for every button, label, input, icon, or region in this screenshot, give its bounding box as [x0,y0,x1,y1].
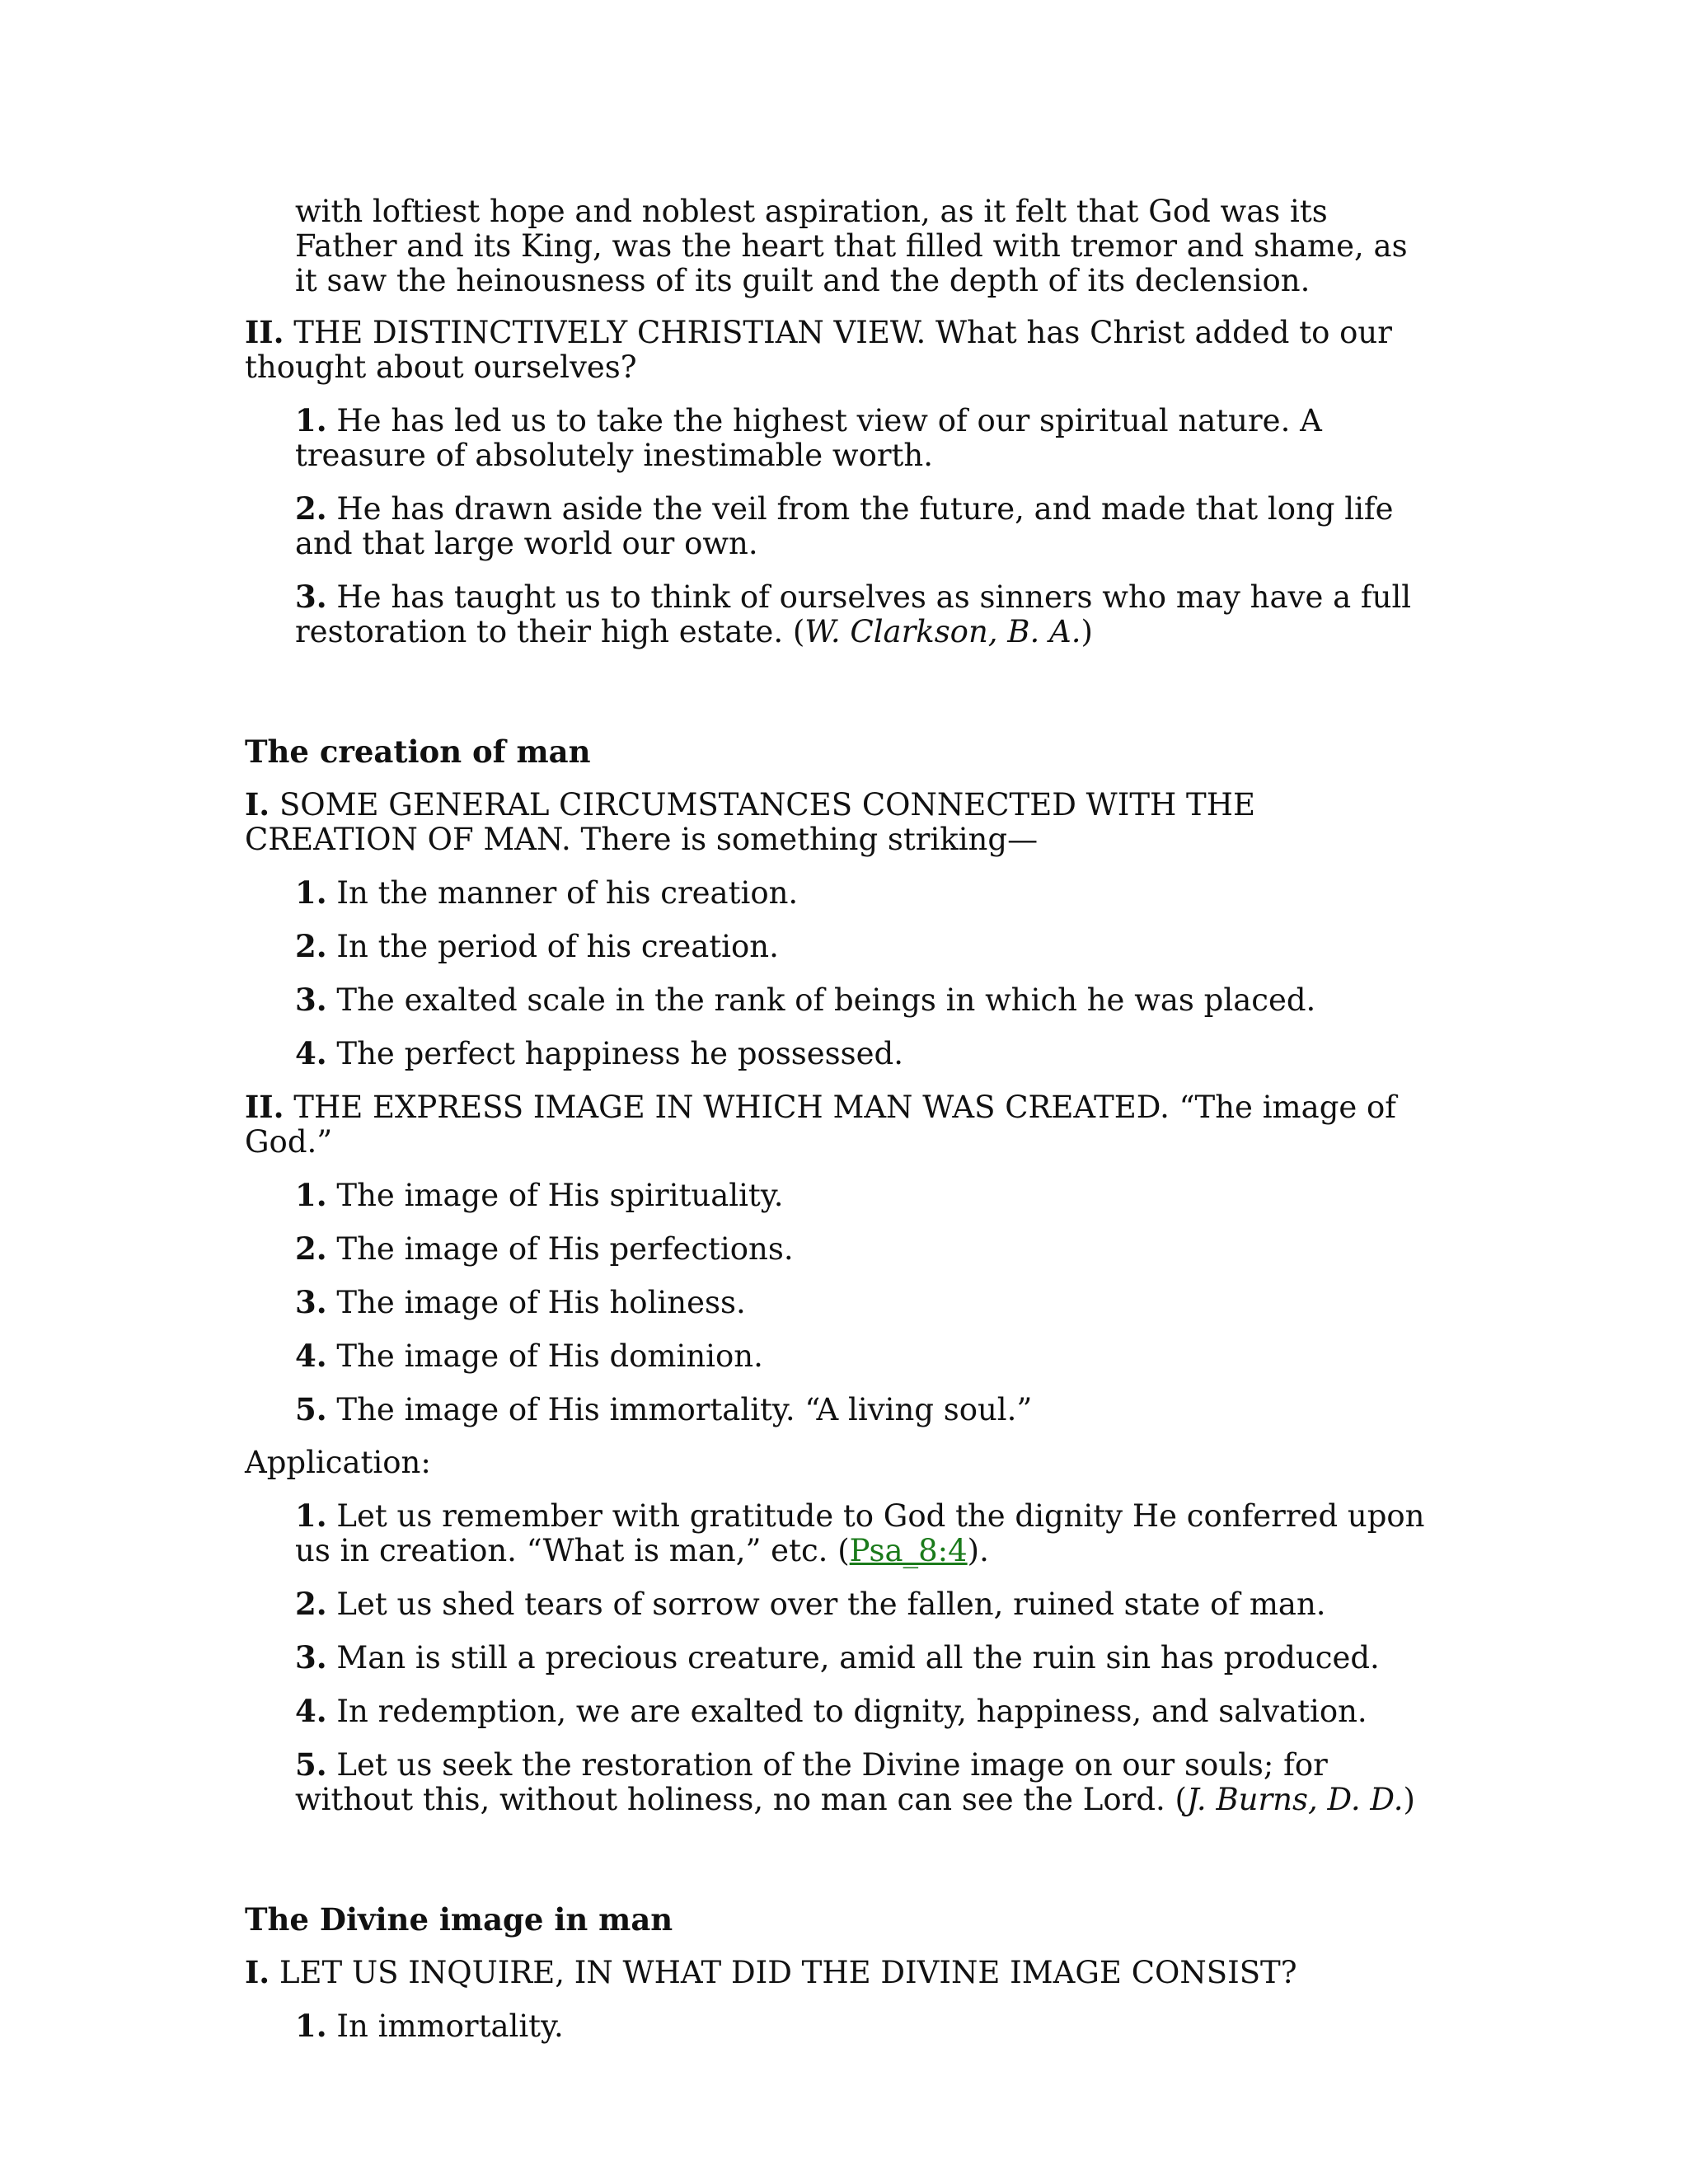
item-text: In the period of his creation. [326,929,779,964]
item-number: 1. [295,1177,327,1213]
list-item [295,491,1432,561]
list-item [295,1640,1432,1675]
list-item [295,1178,1432,1213]
item-text: The image of His holiness. [326,1285,746,1320]
item-text: In the manner of his creation. [326,875,799,911]
item-number: 3. [295,982,327,1018]
item-text: Man is still a precious creature, amid all the ruin sin has produced. [326,1640,1380,1675]
item-number: 3. [295,1639,327,1675]
section-title-divine-image: The Divine image in man [245,1901,673,1938]
list-item [295,1586,1432,1622]
list-item [295,1747,1432,1817]
citation: J. Burns, D. D. [1186,1782,1404,1817]
intro-paragraph: with loftiest hope and noblest aspiration, as it felt that God was its Father and its King, was the heart that filled with tremor and shame, as it saw the heinousness of its guilt and the depth of its declension. [295,194,1408,298]
roman-numeral: I. [245,786,270,823]
list-item [295,982,1432,1018]
list-item [295,1285,1432,1320]
item-number: 3. [295,1284,327,1320]
application-label: Application: [245,1445,431,1480]
heading-text: THE EXPRESS IMAGE IN WHICH MAN WAS CREATED. “The image of God.” [245,1090,1397,1160]
list-item [295,1694,1432,1729]
section-heading-circumstances [245,787,1432,857]
list-item [295,1392,1432,1427]
item-text: He has taught us to think of ourselves as sinners who may have a full restoration to their high estate. ( [295,579,1412,649]
heading-text: THE DISTINCTIVELY CHRISTIAN VIEW. What has Christ added to our thought about ourselves? [245,315,1392,385]
list-item [295,1338,1432,1374]
item-text: The image of His dominion. [326,1338,763,1374]
roman-numeral: II. [245,314,284,350]
item-text-end: ) [1081,614,1093,649]
item-number: 2. [295,928,327,964]
list-item [295,929,1432,964]
item-text: The perfect happiness he possessed. [326,1036,903,1071]
item-text-end: ). [967,1533,989,1568]
item-number: 5. [295,1391,327,1427]
citation: W. Clarkson, B. A. [804,614,1081,649]
item-number: 1. [295,1497,327,1534]
item-number: 2. [295,490,327,527]
section-heading-express-image [245,1090,1432,1160]
section-heading-inquire [245,1955,1432,1990]
item-text: Let us shed tears of sorrow over the fallen, ruined state of man. [326,1586,1326,1622]
item-number: 1. [295,402,327,438]
heading-text: SOME GENERAL CIRCUMSTANCES CONNECTED WITH THE CREATION OF MAN. There is something striking— [245,787,1255,857]
item-number: 2. [295,1230,327,1267]
section-title-creation: The creation of man [245,733,591,770]
scripture-link[interactable]: Psa_8:4 [849,1533,968,1568]
list-item [295,1036,1432,1071]
item-number: 3. [295,579,327,615]
list-item [295,1231,1432,1267]
item-number: 4. [295,1338,327,1374]
section-heading-christian-view [245,315,1432,385]
item-text-end: ) [1403,1782,1415,1817]
item-text: In redemption, we are exalted to dignity, happiness, and salvation. [326,1694,1367,1729]
item-text: The image of His perfections. [326,1231,794,1267]
item-number: 1. [295,874,327,911]
list-item [295,2008,1432,2044]
item-text: He has led us to take the highest view of our spiritual nature. A treasure of absolutely inestimable worth. [295,403,1322,473]
item-text: The image of His immortality. “A living soul.” [326,1392,1033,1427]
item-number: 1. [295,2008,327,2044]
item-text: Let us remember with gratitude to God the dignity He conferred upon us in creation. “What is man,” etc. ( [295,1498,1425,1568]
item-text: Let us seek the restoration of the Divine image on our souls; for without this, without holiness, no man can see the Lord. ( [295,1747,1328,1817]
item-number: 5. [295,1746,327,1783]
item-text: In immortality. [326,2008,564,2044]
item-number: 4. [295,1035,327,1071]
item-number: 2. [295,1586,327,1622]
heading-text: LET US INQUIRE, IN WHAT DID THE DIVINE IMAGE CONSIST? [270,1955,1297,1990]
item-text: He has drawn aside the veil from the future, and made that long life and that large world our own. [295,491,1394,561]
roman-numeral: I. [245,1954,270,1990]
list-item [295,579,1432,649]
list-item [295,1498,1432,1568]
item-text: The exalted scale in the rank of beings in which he was placed. [326,982,1316,1018]
item-number: 4. [295,1693,327,1729]
document-page [245,194,1432,2044]
roman-numeral: II. [245,1089,284,1125]
list-item [295,875,1432,911]
item-text: The image of His spirituality. [326,1178,784,1213]
list-item [295,403,1432,473]
